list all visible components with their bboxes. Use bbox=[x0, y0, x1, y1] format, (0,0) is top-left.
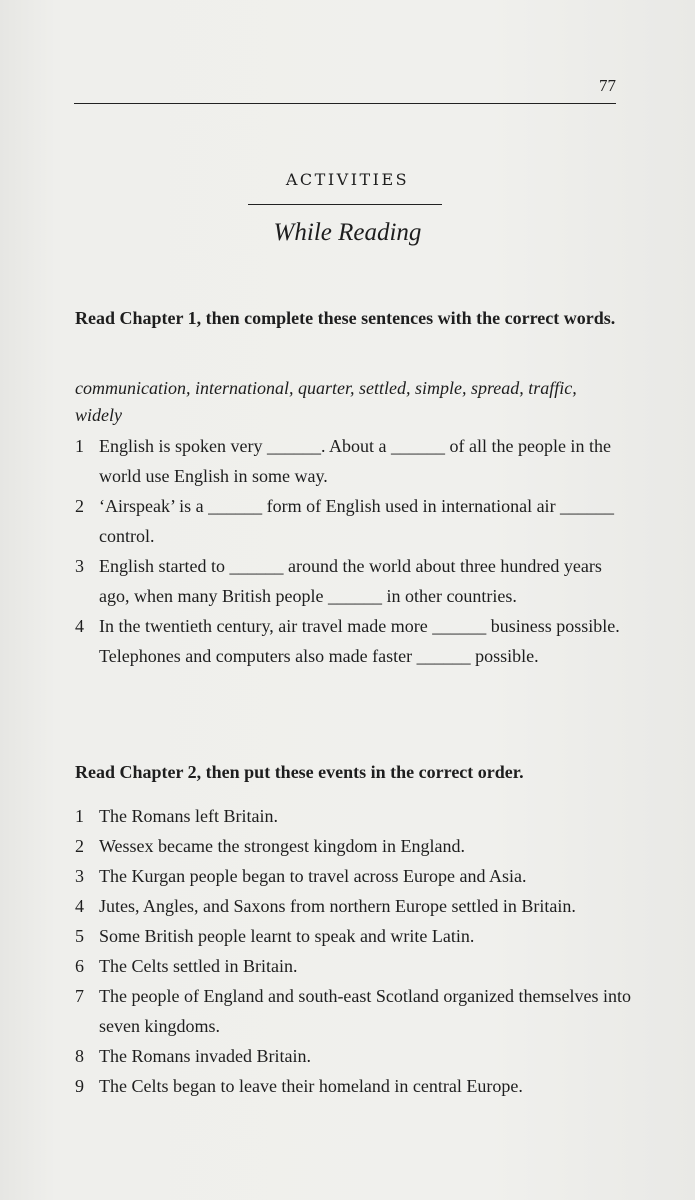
list-item bbox=[75, 831, 635, 861]
item-text: Jutes, Angles, and Saxons from northern Europe settled in Britain. bbox=[99, 896, 576, 916]
list-item bbox=[75, 611, 635, 671]
list-item bbox=[75, 921, 635, 951]
item-text: The Celts began to leave their homeland in central Europe. bbox=[99, 1076, 523, 1096]
header-divider bbox=[74, 103, 616, 104]
item-number: 7 bbox=[75, 986, 84, 1006]
exercise1-instruction: Read Chapter 1, then complete these sentences with the correct words. bbox=[75, 308, 616, 328]
heading-divider bbox=[248, 204, 442, 205]
exercise2-list bbox=[75, 801, 635, 1101]
item-number: 8 bbox=[75, 1046, 84, 1066]
item-text: The Celts settled in Britain. bbox=[99, 956, 298, 976]
item-text: English started to ______ around the world about three hundred years ago, when many British people ______ in other countries. bbox=[99, 556, 602, 606]
item-number: 4 bbox=[75, 896, 84, 916]
item-text: ‘Airspeak’ is a ______ form of English used in international air ______ control. bbox=[99, 496, 615, 546]
item-text: In the twentieth century, air travel made more ______ business possible. Telephones and computers also made faster ______ possible. bbox=[99, 616, 620, 666]
item-text: The people of England and south-east Scotland organized themselves into seven kingdoms. bbox=[99, 986, 632, 1036]
item-text: Wessex became the strongest kingdom in England. bbox=[99, 836, 465, 856]
list-item bbox=[75, 951, 635, 981]
item-number: 3 bbox=[75, 866, 84, 886]
exercise1-list bbox=[75, 431, 635, 671]
list-item bbox=[75, 491, 635, 551]
page-number: 77 bbox=[599, 76, 616, 95]
item-number: 3 bbox=[75, 556, 84, 576]
list-item bbox=[75, 1071, 635, 1101]
list-item bbox=[75, 801, 635, 831]
item-number: 6 bbox=[75, 956, 84, 976]
section-subheading: While Reading bbox=[273, 219, 422, 246]
item-number: 2 bbox=[75, 496, 84, 516]
item-number: 1 bbox=[75, 436, 84, 456]
list-item bbox=[75, 1041, 635, 1071]
item-text: English is spoken very ______. About a ______ of all the people in the world use English in some way. bbox=[99, 436, 611, 486]
list-item bbox=[75, 861, 635, 891]
list-item bbox=[75, 891, 635, 921]
item-number: 2 bbox=[75, 836, 84, 856]
item-number: 1 bbox=[75, 806, 84, 826]
item-number: 4 bbox=[75, 616, 84, 636]
list-item bbox=[75, 551, 635, 611]
list-item bbox=[75, 431, 635, 491]
item-text: The Kurgan people began to travel across Europe and Asia. bbox=[99, 866, 527, 886]
section-heading: ACTIVITIES bbox=[285, 170, 410, 189]
item-number: 9 bbox=[75, 1076, 84, 1096]
word-bank: communication, international, quarter, settled, simple, spread, traffic, widely bbox=[75, 378, 577, 425]
item-text: Some British people learnt to speak and write Latin. bbox=[99, 926, 475, 946]
list-item bbox=[75, 981, 635, 1041]
item-text: The Romans left Britain. bbox=[99, 806, 278, 826]
exercise2-instruction: Read Chapter 2, then put these events in the correct order. bbox=[75, 762, 524, 782]
item-number: 5 bbox=[75, 926, 84, 946]
item-text: The Romans invaded Britain. bbox=[99, 1046, 311, 1066]
